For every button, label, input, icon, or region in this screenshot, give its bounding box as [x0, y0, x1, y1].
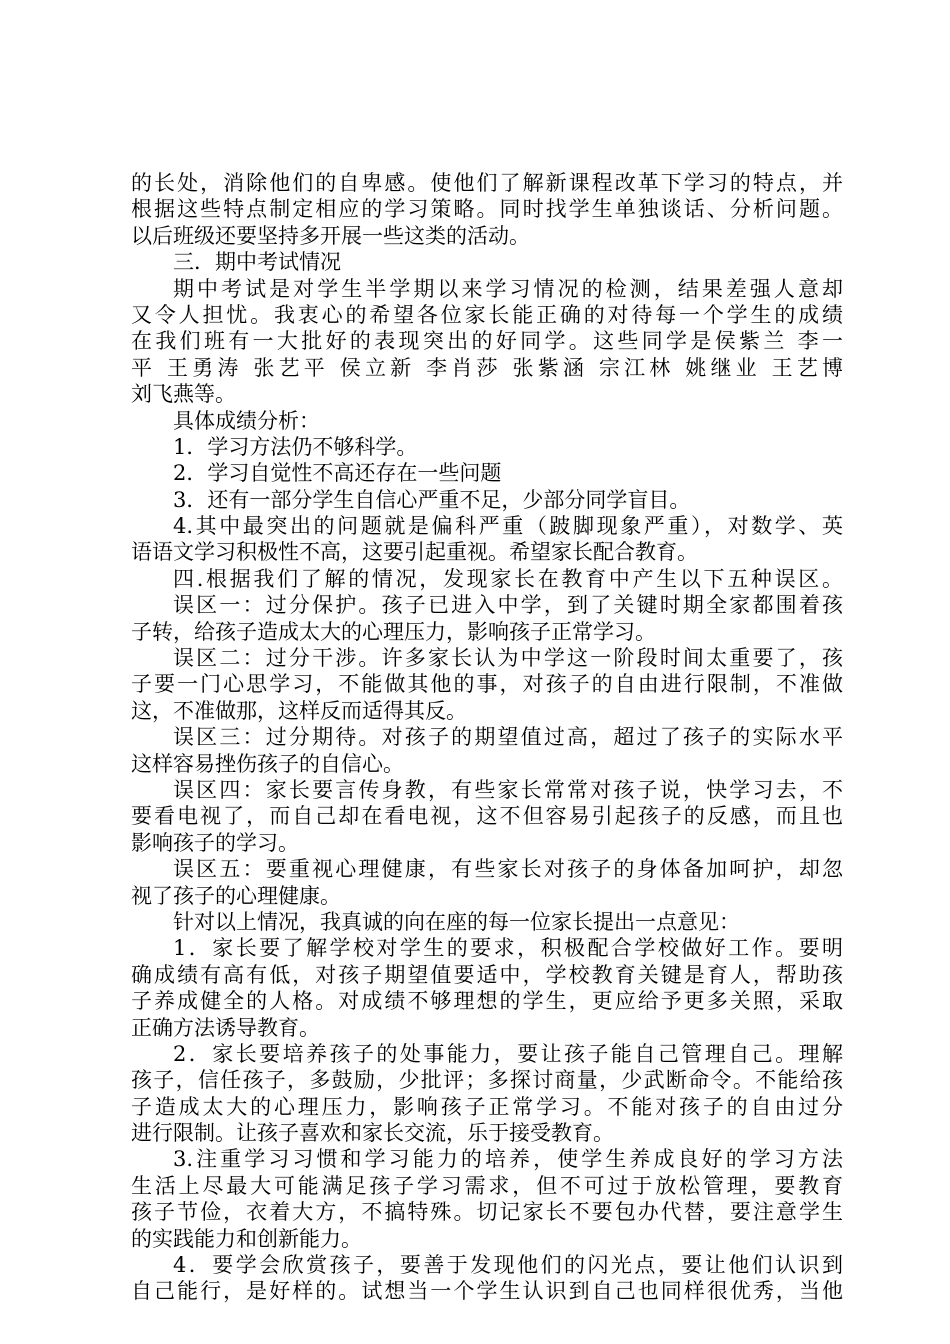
- text-line: 误区三：过分期待。对孩子的期望值过高，超过了孩子的实际水平: [173, 725, 843, 750]
- text-line: 期中考试是对学生半学期以来学习情况的检测，结果差强人意却: [173, 276, 843, 301]
- text-line: 子养成健全的人格。对成绩不够理想的学生，更应给予更多关照，采取: [131, 989, 843, 1014]
- text-line: 要看电视了，而自己却在看电视，这不但容易引起孩子的反感，而且也: [131, 804, 843, 829]
- text-line: 孩子，信任孩子，多鼓励，少批评；多探讨商量，少武断命令。不能给孩: [131, 1068, 843, 1093]
- text-line: 在我们班有一大批好的表现突出的好同学。这些同学是侯紫兰 李一: [131, 329, 843, 354]
- text-line: 又令人担忧。我衷心的希望各位家长能正确的对待每一个学生的成绩: [131, 302, 843, 327]
- text-line: 误区一：过分保护。孩子已进入中学，到了关键时期全家都围着孩: [173, 593, 843, 618]
- text-line: 四.根据我们了解的情况，发现家长在教育中产生以下五种误区。: [173, 566, 843, 591]
- text-line: 以后班级还要坚持多开展一些这类的活动。: [131, 223, 530, 248]
- text-line: 针对以上情况，我真诚的向在座的每一位家长提出一点意见：: [173, 909, 740, 934]
- text-line: 正确方法诱导教育。: [131, 1015, 320, 1040]
- text-line: 误区二：过分干涉。许多家长认为中学这一阶段时间太重要了，孩: [173, 646, 843, 671]
- text-line: 4．要学会欣赏孩子，要善于发现他们的闪光点，要让他们认识到: [173, 1253, 843, 1278]
- document-page: [131, 170, 843, 1305]
- text-line: 影响孩子的学习。: [131, 830, 299, 855]
- text-line: 这样容易挫伤孩子的自信心。: [131, 751, 404, 776]
- text-line: 根据这些特点制定相应的学习策略。同时找学生单独谈话、分析问题。: [131, 197, 843, 222]
- text-line: 确成绩有高有低，对孩子期望值要适中，学校教育关键是育人，帮助孩: [131, 962, 843, 987]
- text-line: 子要一门心思学习，不能做其他的事，对孩子的自由进行限制，不准做: [131, 672, 843, 697]
- text-line: 生活上尽最大可能满足孩子学习需求，但不可过于放松管理，要教育: [131, 1173, 843, 1198]
- text-line: 误区五：要重视心理健康，有些家长对孩子的身体备加呵护，却忽: [173, 857, 843, 882]
- text-line: 的长处，消除他们的自卑感。使他们了解新课程改革下学习的特点，并: [131, 171, 843, 195]
- text-line: 1．学习方法仍不够科学。: [173, 434, 418, 459]
- text-line: 这，不准做那，这样反而适得其反。: [131, 698, 467, 723]
- text-line: 进行限制。让孩子喜欢和家长交流，乐于接受教育。: [131, 1121, 614, 1146]
- text-line: 子转，给孩子造成太大的心理压力，影响孩子正常学习。: [131, 619, 656, 644]
- text-line: 三．期中考试情况: [173, 250, 341, 275]
- text-line: 2．家长要培养孩子的处事能力，要让孩子能自己管理自己。理解: [173, 1041, 843, 1066]
- text-line: 平 王勇涛 张艺平 侯立新 李肖莎 张紫涵 宗江林 姚继业 王艺博: [131, 355, 843, 380]
- text-line: 刘飞燕等。: [131, 382, 236, 407]
- text-line: 语语文学习积极性不高，这要引起重视。希望家长配合教育。: [131, 540, 698, 565]
- text-line: 子造成太大的心理压力，影响孩子正常学习。不能对孩子的自由过分: [131, 1094, 843, 1119]
- text-line: 1．家长要了解学校对学生的要求，积极配合学校做好工作。要明: [173, 936, 843, 961]
- text-line: 视了孩子的心理健康。: [131, 883, 341, 908]
- text-line: 误区四：家长要言传身教，有些家长常常对孩子说，快学习去，不: [173, 777, 843, 802]
- text-line: 孩子节俭，衣着大方，不搞特殊。切记家长不要包办代替，要注意学生: [131, 1200, 843, 1225]
- text-line: 自己能行，是好样的。试想当一个学生认识到自己也同样很优秀，当他: [131, 1279, 843, 1304]
- text-line: 的实践能力和创新能力。: [131, 1226, 362, 1251]
- text-line: 具体成绩分析：: [173, 408, 320, 433]
- text-line: 4.其中最突出的问题就是偏科严重（跛脚现象严重），对数学、英: [173, 514, 843, 539]
- text-line: 3．还有一部分学生自信心严重不足，少部分同学盲目。: [173, 487, 691, 512]
- text-line: 3.注重学习习惯和学习能力的培养，使学生养成良好的学习方法: [173, 1147, 843, 1172]
- text-line: 2．学习自觉性不高还存在一些问题: [173, 461, 502, 486]
